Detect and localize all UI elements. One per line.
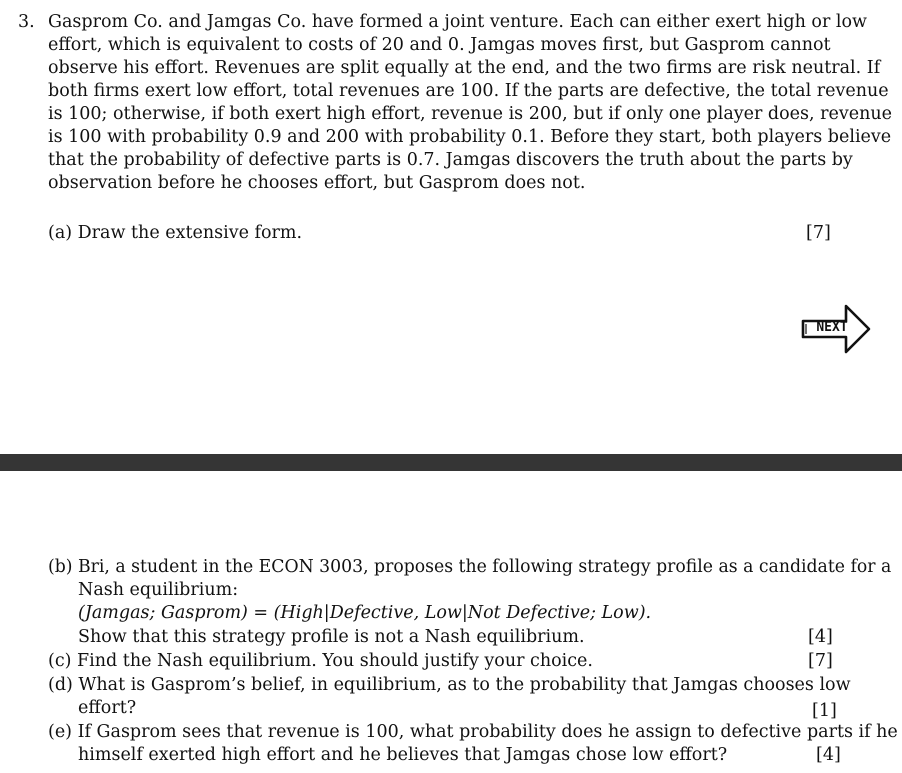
part-b-line: Nash equilibrium: [78,580,239,600]
intro-line: effort, which is equivalent to costs of 20 and 0. Jamgas moves first, but Gasprom cannot [48,35,831,55]
intro-line: both firms exert low effort, total revenues are 100. If the parts are defective, the total revenue [48,81,889,101]
part-e-marks: [4] [816,745,841,765]
question-number: 3. [18,12,35,32]
part-b-line: Show that this strategy profile is not a Nash equilibrium. [78,627,585,647]
intro-line: observation before he chooses effort, but Gasprom does not. [48,173,586,193]
part-d-marks: [1] [812,701,837,721]
next-button[interactable] [800,302,872,356]
intro-line: is 100; otherwise, if both exert high effort, revenue is 200, but if only one player does, revenue [48,104,892,124]
page-divider [0,454,902,471]
part-b-marks: [4] [808,627,833,647]
part-d-line: effort? [78,698,137,718]
part-d-line: (d) What is Gasprom’s belief, in equilibrium, as to the probability that Jamgas chooses low [48,675,851,695]
part-e-line: (e) If Gasprom sees that revenue is 100, what probability does he assign to defective parts if he [48,722,898,742]
strategy-profile: (Jamgas; Gasprom) = (High|Defective, Low|Not Defective; Low). [78,603,652,623]
intro-line: Gasprom Co. and Jamgas Co. have formed a joint venture. Each can either exert high or low [48,12,867,32]
intro-line: that the probability of defective parts is 0.7. Jamgas discovers the truth about the parts by [48,150,853,170]
part-c-marks: [7] [808,651,833,671]
intro-line: is 100 with probability 0.9 and 200 with probability 0.1. Before they start, both players believe [48,127,892,147]
part-e-line: himself exerted high effort and he believes that Jamgas chose low effort? [78,745,728,765]
part-a-text: (a) Draw the extensive form. [48,223,303,243]
part-b-line: (b) Bri, a student in the ECON 3003, proposes the following strategy profile as a candidate for a [48,557,892,577]
part-a-marks: [7] [806,223,831,243]
next-button-label: NEXT [816,320,848,335]
part-c-text: (c) Find the Nash equilibrium. You should justify your choice. [48,651,593,671]
intro-line: observe his effort. Revenues are split equally at the end, and the two firms are risk neutral. If [48,58,881,78]
